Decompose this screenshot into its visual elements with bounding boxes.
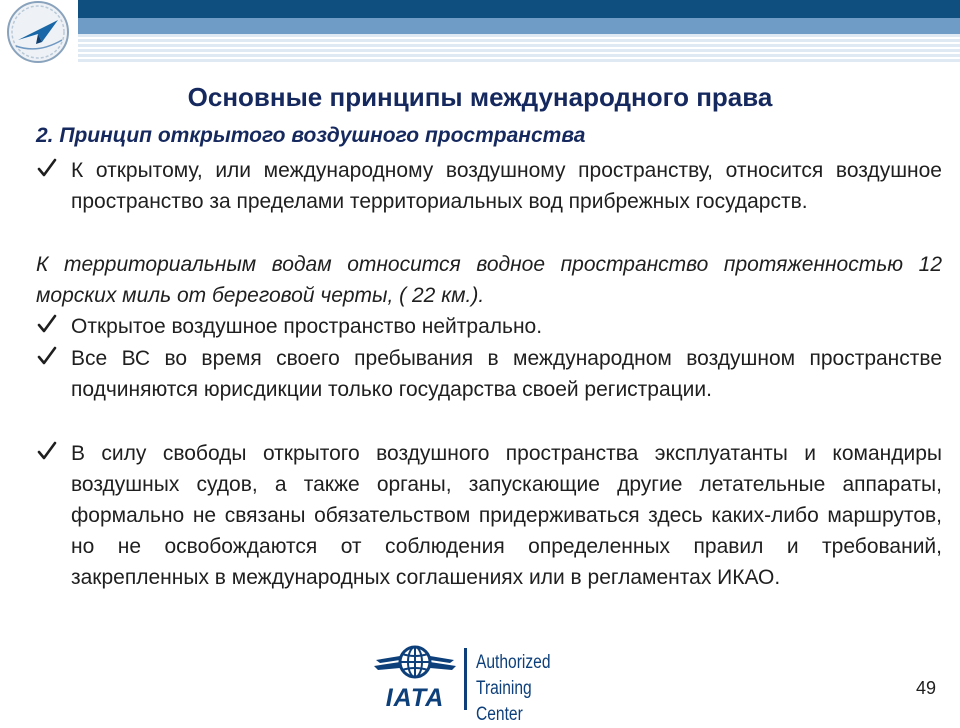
plane-emblem-icon bbox=[0, 0, 78, 64]
checkmark-icon bbox=[36, 438, 58, 468]
training-center-line1: Authorized bbox=[476, 652, 551, 673]
header-stripes bbox=[78, 34, 960, 64]
slide-subtitle: 2. Принцип открытого воздушного пространства bbox=[36, 124, 586, 147]
bullet-text: В силу свободы открытого воздушного пространства эксплуатанты и командиры воздушных судов, а также органы, запускающие другие летательные аппараты, формально не связаны обязательством придерживаться здесь каких-либо маршрутов, но не освобождаются от соблюдения определенных правил и требований, закрепленных в международных соглашениях или в регламентах ИКАО. bbox=[71, 442, 942, 589]
header-band-dark bbox=[78, 0, 960, 18]
iata-globe-icon bbox=[372, 640, 458, 686]
iata-logo bbox=[372, 640, 582, 725]
header-band-mid bbox=[78, 18, 960, 34]
checkmark-icon bbox=[36, 343, 58, 373]
header-banner bbox=[0, 0, 960, 64]
training-center-label bbox=[476, 650, 563, 728]
bullet-text: К открытому, или международному воздушному пространству, относится воздушное пространство за пределами территориальных вод прибрежных государств. bbox=[71, 159, 942, 213]
logo-divider bbox=[464, 648, 467, 710]
bullet-text: Все ВС во время своего пребывания в международном воздушном пространстве подчиняются юрисдикции только государства своей регистрации. bbox=[71, 347, 942, 401]
checkmark-icon bbox=[36, 311, 58, 341]
training-center-line2: Training Center bbox=[476, 678, 532, 725]
iata-wordmark: IATA bbox=[385, 684, 445, 712]
territorial-waters-note: К территориальным водам относится водное пространство протяженностью 12 морских миль от береговой черты, ( 22 км.). bbox=[36, 253, 942, 307]
bullet-text: Открытое воздушное пространство нейтрально. bbox=[71, 315, 543, 338]
slide-title: Основные принципы международного права bbox=[187, 82, 773, 112]
page-number: 49 bbox=[915, 678, 936, 698]
header-logo bbox=[0, 0, 78, 64]
checkmark-icon bbox=[36, 155, 58, 185]
